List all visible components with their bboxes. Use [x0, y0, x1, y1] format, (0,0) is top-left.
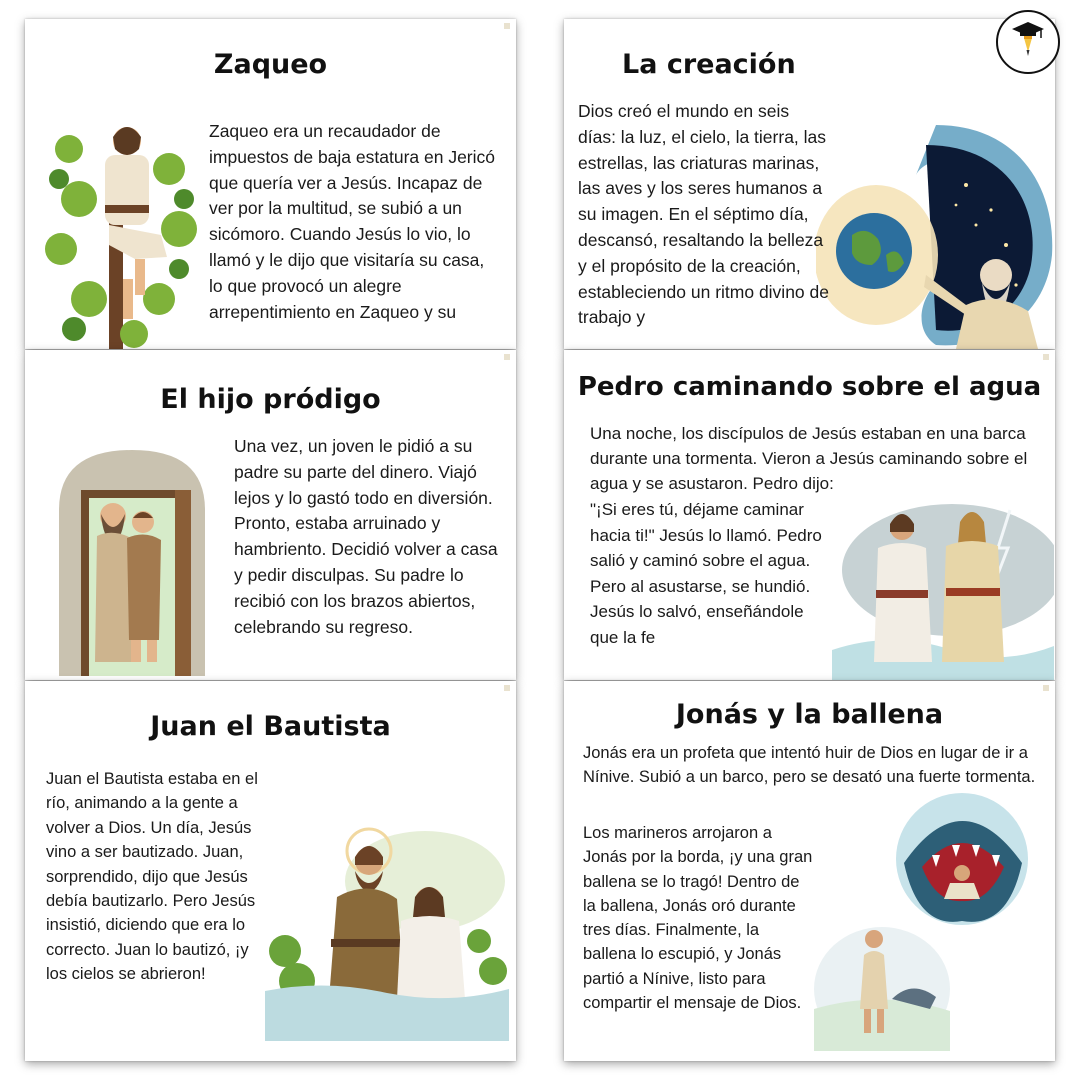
- brand-logo: [996, 10, 1060, 74]
- card-title: Jonás y la ballena: [675, 699, 944, 730]
- card-text: Una vez, un joven le pidió a su padre su parte del dinero. Viajó lejos y lo gastó todo en diversión. Pronto, estaba arruinado y hambriento. Decidió volver a casa y pedir disculpas. Su padre lo recibió con los brazos abiertos, celebrando su regreso.: [234, 436, 498, 637]
- father-embracing-son-icon: [39, 440, 225, 676]
- card-text-rest: "¡Si eres tú, déjame caminar hacia ti!" Jesús lo llamó. Pedro salió y caminó sobre el agua. Pero al asustarse, se hundió. Jesús lo salvó, enseñándole que la fe: [590, 500, 822, 647]
- card-text: Dios creó el mundo en seis días: la luz, el cielo, la tierra, las estrellas, las criaturas marinas, las aves y los seres humanos a su imagen. En el séptimo día, descansó, resaltando la belleza y el propósito de la creación, estableciendo un ritmo divino de trabajo y: [578, 101, 829, 328]
- baptism-in-river-icon: [265, 821, 509, 1041]
- man-climbing-tree-icon: [39, 109, 199, 349]
- card-title: Zaqueo: [213, 49, 328, 80]
- graduation-cap-pencil-icon: [998, 12, 1058, 72]
- story-card-juan-bautista: [25, 681, 516, 1061]
- card-text-intro: Jonás era un profeta que intentó huir de Dios en lugar de ir a Nínive. Subió a un barco, pero se desató una fuerte tormenta.: [583, 744, 1036, 786]
- card-corner-mark: [504, 354, 510, 360]
- story-card-pedro: [564, 350, 1055, 680]
- story-card-zaqueo: [25, 19, 516, 349]
- card-text: Zaqueo era un recaudador de impuestos de baja estatura en Jericó que quería ver a Jesús. Incapaz de ver por la multitud, se subió a un sicómoro. Cuando Jesús lo vio, lo llamó y le dijo que visitaría su casa, lo que provocó un alegre arrepentimiento en Zaqueo y su: [209, 121, 495, 322]
- card-title: La creación: [622, 49, 796, 80]
- story-card-jonas: [564, 681, 1055, 1061]
- story-card-creacion: [564, 19, 1055, 349]
- card-text-intro: Una noche, los discípulos de Jesús estaban en una barca durante una tormenta. Vieron a Jesús caminando sobre el agua y se asustaron. Pedro dijo:: [590, 424, 1028, 493]
- creator-holding-earth-icon: [816, 115, 1055, 349]
- two-men-walking-on-water-icon: [832, 500, 1054, 680]
- card-title: Pedro caminando sobre el agua: [577, 372, 1042, 402]
- card-title: Juan el Bautista: [150, 711, 391, 742]
- card-text: Juan el Bautista estaba en el río, animando a la gente a volver a Dios. Un día, Jesús vino a ser bautizado. Juan, sorprendido, dijo que Jesús debía bautizarlo. Pero Jesús insistió, diciendo que era lo correcto. Juan lo bautizó, ¡y los cielos se abrieron!: [46, 770, 258, 984]
- story-card-hijo-prodigo: [25, 350, 516, 680]
- card-corner-mark: [504, 685, 510, 691]
- card-corner-mark: [504, 23, 510, 29]
- card-title: El hijo pródigo: [160, 384, 381, 415]
- card-corner-mark: [1043, 354, 1049, 360]
- card-text-rest: Los marineros arrojaron a Jonás por la borda, ¡y una gran ballena se lo tragó! Dentro de la ballena, Jonás oró durante tres días. Finalmente, la ballena lo escupió, y Jonás partió a Nínive, listo para compartir el mensaje de Dios.: [583, 824, 813, 1013]
- whale-and-prophet-icon: [812, 789, 1052, 1051]
- card-corner-mark: [1043, 685, 1049, 691]
